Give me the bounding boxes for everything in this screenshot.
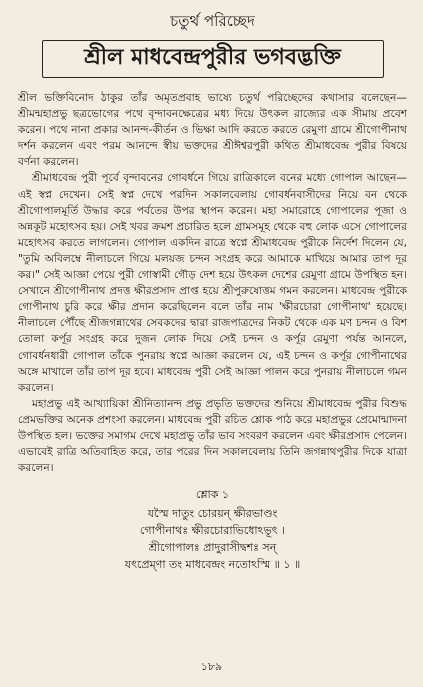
- body-text: [18, 90, 407, 476]
- verse-line: যস্মৈ দাতুং চোরয়ন্ ক্ষীরভাণ্ডং: [147, 507, 278, 521]
- verse-heading: শ্লোক ১: [195, 488, 230, 502]
- verse-block: [18, 486, 407, 573]
- paragraph: শ্রীমাধবেন্দ্র পুরী পূর্বে বৃন্দাবনের গোবর্ধনে গিয়ে রাত্রিকালে বনের মধ্যে গোপাল আছেন—এই স্বপ্ন দেখেন। সেই স্বপ্ন দেখে পরদিন সকালবেলায় গোবর্ধনবাসীদের নিয়ে বন থেকে শ্রীগোপালমূর্তি উদ্ধার করে পর্বতের উপর স্থাপন করেন। মহা সমারোহে গোপালের পূজা ও অন্নকূট মহোৎসব হয়। সেই খবর ক্রমশ প্রচারিত হলে গ্রামসমূহ থেকে বহু লোক এসে গোপালের মহোৎসব করতে লাগলেন। গোপাল একদিন রাত্রে স্বপ্নে শ্রীমাধবেন্দ্র পুরীকে নির্দেশ দিলেন যে, "তুমি অবিলম্বে নীলাচলে গিয়ে মলয়জ চন্দন সংগ্রহ করে আমাকে মাখিয়ে আমার তাপ দূর কর।" সেই আজ্ঞা পেয়ে পুরী গোস্বামী গৌড় দেশ হয়ে উৎকল দেশের রেমুণা গ্রামে উপস্থিত হন। সেখানে শ্রীগোপীনাথ প্রদত্ত ক্ষীরপ্রসাদ প্রাপ্ত হয়ে শ্রীপুরুষোত্তম গমন করলেন। মাধবেন্দ্র পুরীকে গোপীনাথ চুরি করে ক্ষীর প্রদান করেছিলেন বলে তাঁর নাম 'ক্ষীরচোরা গোপীনাথ' হয়েছে। নীলাচলে পৌঁছে শ্রীজগন্নাথের সেবকদের দ্বারা রাজপাত্রদের নিকট থেকে এক মণ চন্দন ও বিশ তোলা কর্পূর সংগ্রহ করে দুজন লোক দিয়ে সেই চন্দন ও কর্পূর রেমুণা পর্যন্ত আনলে, গোবর্ধনধারী গোপাল তাঁকে পুনরায় স্বপ্নে আজ্ঞা করলেন যে, এই চন্দন ও কর্পূর গোপীনাথের অঙ্গে মাখালে তাঁর তাপ দূর হবে। মাধবেন্দ্র পুরী সেই আজ্ঞা পালন করে পুনরায় নীলাচলে গমন করলেন।: [18, 172, 407, 394]
- paragraph: শ্রীল ভক্তিবিনোদ ঠাকুর তাঁর অমৃতপ্রবাহ ভাষ্যে চতুর্থ পরিচ্ছেদের কথাসার বলেছেন—শ্রীমন্মহাপ্রভু ছত্রভোগের পথে বৃন্দাবনক্ষেত্রের মধ্য দিয়ে উৎকল রাজ্যের এক সীমায় প্রবেশ করেন। পথে নানা প্রকার আনন্দ-কীর্তন ও ভিক্ষা আদি করতে করতে রেমুণা গ্রামে শ্রীগোপীনাথ দর্শন করলেন এবং পরম আনন্দে স্বীয় ভক্তদের শ্রীঈশ্বরপুরী কথিত শ্রীমাধবেন্দ্র পুরীর বিষয়ে বর্ণনা করলেন।: [18, 92, 407, 169]
- paragraph: মহাপ্রভু এই আখ্যায়িকা শ্রীনিত্যানন্দ প্রভু প্রভৃতি ভক্তদের শুনিয়ে শ্রীমাধবেন্দ্র পুরীর বিশুদ্ধ প্রেমভক্তির অনেক প্রশংসা করলেন। মাধবেন্দ্র পুরী রচিত শ্লোক পাঠ করে মহাপ্রভুর প্রেমোন্মাদনা উপস্থিত হল। ভক্তের সমাগম দেখে মহাপ্রভু তাঁর ভাব সংবরণ করলেন এবং ক্ষীরপ্রসাদ পেলেন। এভাবেই রাত্রি অতিবাহিত করে, তার পরের দিন সকালবেলায় তিনি জগন্নাথপুরীর দিকে যাত্রা করলেন।: [18, 397, 407, 475]
- page-number: ১৮৯: [200, 660, 223, 673]
- page-title: শ্রীল মাধবেন্দ্রপুরীর ভগবদ্ভক্তি: [42, 40, 384, 78]
- verse-line: শ্রীগোপালঃ প্রাদুরাসীদ্বশঃ সন্: [148, 541, 277, 555]
- verse-line: যৎপ্রেম্ণা তং মাধবেন্দ্রং নতোঽস্মি ॥ ১ ॥: [124, 558, 301, 572]
- chapter-heading: চতুর্থ পরিচ্ছেদ: [170, 12, 255, 30]
- verse-line: গোপীনাথঃ ক্ষীরচোরাভিধোঽভূৎ ।: [139, 524, 286, 538]
